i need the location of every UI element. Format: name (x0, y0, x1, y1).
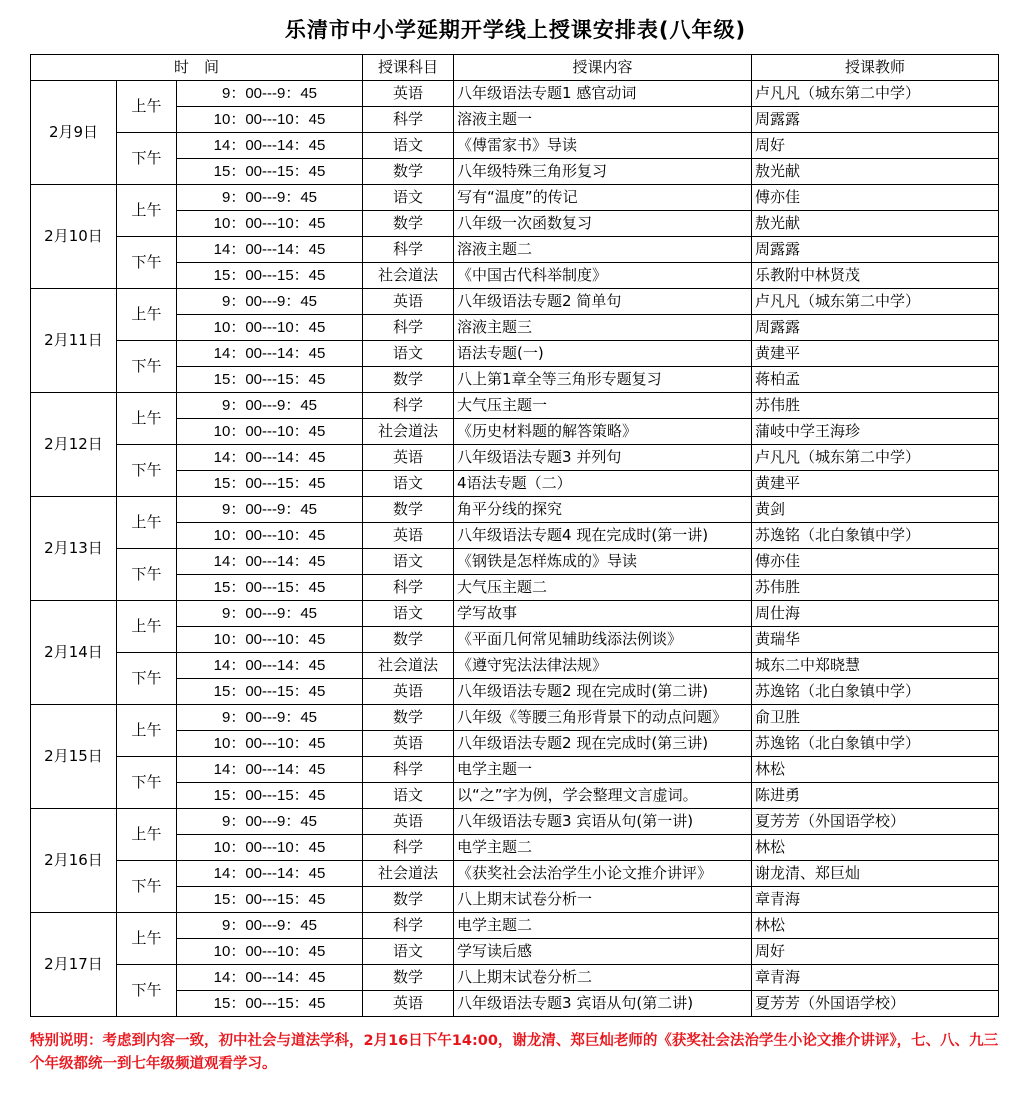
content-cell: 写有“温度”的传记 (454, 185, 752, 211)
morning-label: 上午 (117, 705, 177, 757)
subject-cell: 数学 (363, 705, 454, 731)
teacher-cell: 敖光献 (752, 211, 999, 237)
content-cell: 溶液主题一 (454, 107, 752, 133)
table-row (31, 393, 999, 419)
table-row (31, 575, 999, 601)
time-cell: 10：00---10：45 (177, 731, 363, 757)
teacher-cell: 蒋柏孟 (752, 367, 999, 393)
content-cell: 语法专题(一) (454, 341, 752, 367)
table-row (31, 809, 999, 835)
teacher-cell: 卢凡凡（城东第二中学） (752, 289, 999, 315)
subject-cell: 数学 (363, 367, 454, 393)
afternoon-label: 下午 (117, 237, 177, 289)
table-row (31, 341, 999, 367)
teacher-cell: 苏逸铭（北白象镇中学） (752, 679, 999, 705)
afternoon-label: 下午 (117, 549, 177, 601)
time-cell: 9：00---9：45 (177, 601, 363, 627)
time-cell: 15：00---15：45 (177, 263, 363, 289)
teacher-cell: 夏芳芳（外国语学校） (752, 809, 999, 835)
date-cell: 2月9日 (31, 81, 117, 185)
table-row (31, 263, 999, 289)
table-row (31, 211, 999, 237)
date-cell: 2月10日 (31, 185, 117, 289)
time-cell: 14：00---14：45 (177, 861, 363, 887)
time-cell: 10：00---10：45 (177, 107, 363, 133)
content-cell: 大气压主题二 (454, 575, 752, 601)
table-row (31, 601, 999, 627)
time-cell: 15：00---15：45 (177, 679, 363, 705)
subject-cell: 英语 (363, 523, 454, 549)
afternoon-label: 下午 (117, 757, 177, 809)
content-cell: 八年级一次函数复习 (454, 211, 752, 237)
content-cell: 八年级语法专题2 现在完成时(第三讲) (454, 731, 752, 757)
teacher-cell: 周露露 (752, 237, 999, 263)
table-row (31, 185, 999, 211)
teacher-cell: 卢凡凡（城东第二中学） (752, 81, 999, 107)
subject-cell: 语文 (363, 471, 454, 497)
subject-cell: 英语 (363, 289, 454, 315)
afternoon-label: 下午 (117, 965, 177, 1017)
teacher-cell: 章青海 (752, 887, 999, 913)
table-row (31, 705, 999, 731)
content-cell: 电学主题二 (454, 835, 752, 861)
schedule-table (30, 54, 999, 1017)
subject-cell: 英语 (363, 731, 454, 757)
afternoon-label: 下午 (117, 653, 177, 705)
table-row (31, 887, 999, 913)
table-row (31, 133, 999, 159)
content-cell: 八年级语法专题2 现在完成时(第二讲) (454, 679, 752, 705)
page-title: 乐清市中小学延期开学线上授课安排表(八年级) (284, 18, 747, 42)
teacher-cell: 苏逸铭（北白象镇中学） (752, 523, 999, 549)
content-cell: 溶液主题二 (454, 237, 752, 263)
subject-cell: 数学 (363, 497, 454, 523)
morning-label: 上午 (117, 393, 177, 445)
time-cell: 14：00---14：45 (177, 237, 363, 263)
afternoon-label: 下午 (117, 445, 177, 497)
time-cell: 14：00---14：45 (177, 133, 363, 159)
subject-cell: 社会道法 (363, 419, 454, 445)
teacher-cell: 俞卫胜 (752, 705, 999, 731)
teacher-cell: 章青海 (752, 965, 999, 991)
content-cell: 学写故事 (454, 601, 752, 627)
table-row (31, 861, 999, 887)
afternoon-label: 下午 (117, 861, 177, 913)
table-row (31, 679, 999, 705)
subject-cell: 科学 (363, 835, 454, 861)
content-cell: 角平分线的探究 (454, 497, 752, 523)
teacher-cell: 苏伟胜 (752, 575, 999, 601)
content-cell: 《平面几何常见辅助线添法例谈》 (454, 627, 752, 653)
schedule-body (31, 55, 999, 1017)
time-cell: 9：00---9：45 (177, 185, 363, 211)
date-cell: 2月17日 (31, 913, 117, 1017)
morning-label: 上午 (117, 81, 177, 133)
header-time: 时 间 (31, 55, 363, 81)
subject-cell: 英语 (363, 679, 454, 705)
content-cell: 八上期末试卷分析二 (454, 965, 752, 991)
time-cell: 10：00---10：45 (177, 419, 363, 445)
table-row (31, 653, 999, 679)
subject-cell: 语文 (363, 341, 454, 367)
content-cell: 4语法专题（二） (454, 471, 752, 497)
time-cell: 9：00---9：45 (177, 809, 363, 835)
time-cell: 14：00---14：45 (177, 653, 363, 679)
subject-cell: 科学 (363, 757, 454, 783)
afternoon-label: 下午 (117, 133, 177, 185)
date-cell: 2月11日 (31, 289, 117, 393)
teacher-cell: 林松 (752, 835, 999, 861)
teacher-cell: 周仕海 (752, 601, 999, 627)
teacher-cell: 周好 (752, 939, 999, 965)
content-cell: 八年级语法专题3 宾语从句(第一讲) (454, 809, 752, 835)
content-cell: 八年级《等腰三角形背景下的动点问题》 (454, 705, 752, 731)
time-cell: 14：00---14：45 (177, 965, 363, 991)
subject-cell: 科学 (363, 107, 454, 133)
teacher-cell: 傅亦佳 (752, 185, 999, 211)
subject-cell: 社会道法 (363, 263, 454, 289)
time-cell: 10：00---10：45 (177, 523, 363, 549)
content-cell: 电学主题二 (454, 913, 752, 939)
date-cell: 2月12日 (31, 393, 117, 497)
time-cell: 10：00---10：45 (177, 315, 363, 341)
table-row (31, 783, 999, 809)
content-cell: 八年级语法专题4 现在完成时(第一讲) (454, 523, 752, 549)
content-cell: 《傅雷家书》导读 (454, 133, 752, 159)
subject-cell: 科学 (363, 913, 454, 939)
content-cell: 八上第1章全等三角形专题复习 (454, 367, 752, 393)
table-row (31, 159, 999, 185)
content-cell: 电学主题一 (454, 757, 752, 783)
subject-cell: 社会道法 (363, 861, 454, 887)
time-cell: 15：00---15：45 (177, 471, 363, 497)
teacher-cell: 周露露 (752, 315, 999, 341)
table-row (31, 757, 999, 783)
teacher-cell: 黄瑞华 (752, 627, 999, 653)
content-cell: 《历史材料题的解答策略》 (454, 419, 752, 445)
subject-cell: 科学 (363, 237, 454, 263)
header-subject: 授课科目 (363, 55, 454, 81)
content-cell: 八年级语法专题2 简单句 (454, 289, 752, 315)
teacher-cell: 傅亦佳 (752, 549, 999, 575)
time-cell: 9：00---9：45 (177, 913, 363, 939)
morning-label: 上午 (117, 289, 177, 341)
date-cell: 2月15日 (31, 705, 117, 809)
time-cell: 14：00---14：45 (177, 341, 363, 367)
time-cell: 15：00---15：45 (177, 367, 363, 393)
table-row (31, 939, 999, 965)
subject-cell: 科学 (363, 575, 454, 601)
morning-label: 上午 (117, 185, 177, 237)
teacher-cell: 周露露 (752, 107, 999, 133)
morning-label: 上午 (117, 809, 177, 861)
table-row (31, 445, 999, 471)
content-cell: 《中国古代科举制度》 (454, 263, 752, 289)
table-row (31, 965, 999, 991)
header-content: 授课内容 (454, 55, 752, 81)
table-row (31, 419, 999, 445)
subject-cell: 英语 (363, 445, 454, 471)
table-row (31, 549, 999, 575)
time-cell: 10：00---10：45 (177, 835, 363, 861)
time-cell: 14：00---14：45 (177, 757, 363, 783)
teacher-cell: 卢凡凡（城东第二中学） (752, 445, 999, 471)
content-cell: 溶液主题三 (454, 315, 752, 341)
teacher-cell: 林松 (752, 913, 999, 939)
subject-cell: 英语 (363, 991, 454, 1017)
content-cell: 八年级语法专题1 感官动词 (454, 81, 752, 107)
subject-cell: 社会道法 (363, 653, 454, 679)
table-row (31, 913, 999, 939)
date-cell: 2月14日 (31, 601, 117, 705)
teacher-cell: 周好 (752, 133, 999, 159)
time-cell: 10：00---10：45 (177, 939, 363, 965)
teacher-cell: 苏逸铭（北白象镇中学） (752, 731, 999, 757)
time-cell: 15：00---15：45 (177, 783, 363, 809)
table-row (31, 497, 999, 523)
content-cell: 八年级特殊三角形复习 (454, 159, 752, 185)
time-cell: 15：00---15：45 (177, 887, 363, 913)
table-row (31, 237, 999, 263)
subject-cell: 语文 (363, 939, 454, 965)
table-row (31, 81, 999, 107)
date-cell: 2月13日 (31, 497, 117, 601)
subject-cell: 语文 (363, 549, 454, 575)
time-cell: 15：00---15：45 (177, 159, 363, 185)
subject-cell: 数学 (363, 159, 454, 185)
content-cell: 大气压主题一 (454, 393, 752, 419)
morning-label: 上午 (117, 913, 177, 965)
table-row (31, 289, 999, 315)
afternoon-label: 下午 (117, 341, 177, 393)
time-cell: 10：00---10：45 (177, 627, 363, 653)
morning-label: 上午 (117, 601, 177, 653)
subject-cell: 数学 (363, 965, 454, 991)
table-row (31, 523, 999, 549)
subject-cell: 数学 (363, 627, 454, 653)
table-row (31, 107, 999, 133)
content-cell: 《遵守宪法法律法规》 (454, 653, 752, 679)
teacher-cell: 苏伟胜 (752, 393, 999, 419)
time-cell: 9：00---9：45 (177, 81, 363, 107)
teacher-cell: 黄剑 (752, 497, 999, 523)
header-teacher: 授课教师 (752, 55, 999, 81)
teacher-cell: 黄建平 (752, 341, 999, 367)
content-cell: 八上期末试卷分析一 (454, 887, 752, 913)
teacher-cell: 蒲岐中学王海珍 (752, 419, 999, 445)
teacher-cell: 谢龙清、郑巨灿 (752, 861, 999, 887)
subject-cell: 英语 (363, 809, 454, 835)
table-row (31, 315, 999, 341)
content-cell: 学写读后感 (454, 939, 752, 965)
subject-cell: 数学 (363, 211, 454, 237)
time-cell: 9：00---9：45 (177, 497, 363, 523)
table-row (31, 835, 999, 861)
subject-cell: 数学 (363, 887, 454, 913)
morning-label: 上午 (117, 497, 177, 549)
teacher-cell: 城东二中郑晓慧 (752, 653, 999, 679)
content-cell: 《钢铁是怎样炼成的》导读 (454, 549, 752, 575)
time-cell: 15：00---15：45 (177, 575, 363, 601)
time-cell: 10：00---10：45 (177, 211, 363, 237)
content-cell: 八年级语法专题3 宾语从句(第二讲) (454, 991, 752, 1017)
table-row (31, 471, 999, 497)
subject-cell: 语文 (363, 133, 454, 159)
table-row (31, 627, 999, 653)
teacher-cell: 敖光献 (752, 159, 999, 185)
subject-cell: 语文 (363, 601, 454, 627)
time-cell: 15：00---15：45 (177, 991, 363, 1017)
teacher-cell: 夏芳芳（外国语学校） (752, 991, 999, 1017)
time-cell: 14：00---14：45 (177, 549, 363, 575)
subject-cell: 科学 (363, 315, 454, 341)
table-row (31, 367, 999, 393)
subject-cell: 科学 (363, 393, 454, 419)
teacher-cell: 黄建平 (752, 471, 999, 497)
date-cell: 2月16日 (31, 809, 117, 913)
teacher-cell: 林松 (752, 757, 999, 783)
subject-cell: 英语 (363, 81, 454, 107)
content-cell: 《获奖社会法治学生小论文推介讲评》 (454, 861, 752, 887)
header-row (31, 55, 999, 81)
time-cell: 9：00---9：45 (177, 393, 363, 419)
subject-cell: 语文 (363, 783, 454, 809)
content-cell: 以“之”字为例，学会整理文言虚词。 (454, 783, 752, 809)
time-cell: 9：00---9：45 (177, 705, 363, 731)
teacher-cell: 乐教附中林贤茂 (752, 263, 999, 289)
table-row (31, 731, 999, 757)
special-note: 特别说明：考虑到内容一致，初中社会与道法学科，2月16日下午14:00，谢龙清、郑巨灿老师的《获奖社会法治学生小论文推介讲评》，七、八、九三个年级都统一到七年级频道观看学习。 (30, 1033, 999, 1072)
content-cell: 八年级语法专题3 并列句 (454, 445, 752, 471)
time-cell: 9：00---9：45 (177, 289, 363, 315)
subject-cell: 语文 (363, 185, 454, 211)
table-row (31, 991, 999, 1017)
teacher-cell: 陈进勇 (752, 783, 999, 809)
time-cell: 14：00---14：45 (177, 445, 363, 471)
